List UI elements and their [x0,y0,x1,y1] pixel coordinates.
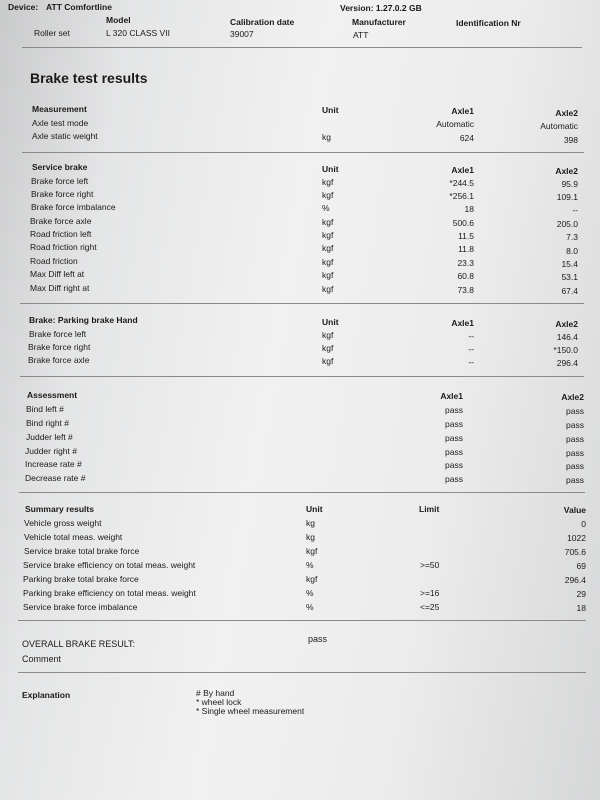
explanation-line: * wheel lock [196,697,242,707]
page-title: Brake test results [30,70,148,86]
table-row-label: Brake force left [29,329,87,339]
explanation-line: # By hand [196,688,235,698]
table-row-label: Bind left # [26,404,64,414]
table-cell-unit: kgf [322,177,334,187]
table-cell-axle2: 296.4 [556,358,578,368]
service-brake-header: Service brake [32,162,88,172]
manufacturer-header: Manufacturer [352,17,406,27]
table-cell-axle1: 23.3 [457,258,474,268]
table-row-label: Axle static weight [32,131,98,141]
table-cell-unit: % [306,602,314,612]
table-row-label: Road friction left [30,229,92,239]
measurement-header: Measurement [32,104,87,114]
table-cell-axle2: pass [566,420,584,430]
header-divider [22,47,582,48]
table-cell-axle2: 205.0 [556,219,578,229]
table-row-label: Road friction right [30,242,97,252]
service-axle1-header: Axle1 [451,165,474,175]
table-cell-axle2: 8.0 [566,246,578,256]
table-row-label: Brake force left [31,176,89,186]
table-cell-value: 69 [576,561,586,571]
table-cell-unit: kgf [322,356,334,366]
table-cell-unit: kgf [322,257,334,267]
table-cell-unit: % [306,588,314,598]
table-cell-axle1: 11.5 [458,231,474,241]
table-cell-value: 29 [576,589,586,599]
table-cell-axle2: pass [566,475,584,485]
table-cell-axle2: *150.0 [553,345,578,355]
table-cell-unit: kg [322,132,331,142]
parking-unit-header: Unit [322,317,339,327]
table-cell-axle2: pass [566,448,584,458]
explanation-line: * Single wheel measurement [196,706,305,716]
manufacturer-value: ATT [353,30,369,40]
assessment-axle2-header: Axle2 [561,392,584,402]
table-cell-limit: >=50 [420,560,440,570]
table-cell-unit: kgf [306,574,318,584]
summary-value-header: Value [563,505,586,515]
table-row-label: Parking brake total brake force [23,574,139,584]
parking-brake-header: Brake: Parking brake Hand [29,315,138,325]
device-value: ATT Comfortline [46,2,112,12]
table-cell-value: 18 [576,603,586,613]
explanation-label: Explanation [22,690,71,700]
table-cell-axle1: Automatic [436,119,474,129]
table-row-label: Parking brake efficiency on total meas. weight [23,588,196,598]
table-cell-axle2: Automatic [540,121,578,131]
table-cell-axle2: 7.3 [566,232,578,242]
table-cell-axle2: 95.9 [561,179,578,189]
table-cell-unit: kgf [322,330,334,340]
table-cell-axle2: 109.1 [556,192,578,202]
measurement-axle1-header: Axle1 [451,106,474,116]
table-cell-unit: kgf [322,284,334,294]
comment-label: Comment [22,654,62,664]
measurement-axle2-header: Axle2 [555,108,578,118]
overall-result-value: pass [308,634,328,644]
table-row-label: Decrease rate # [25,473,86,483]
table-row-label: Brake force axle [30,216,92,226]
service-axle2-header: Axle2 [555,166,578,176]
summary-header: Summary results [25,504,94,514]
table-row-label: Brake force right [28,342,91,352]
summary-limit-header: Limit [419,504,440,514]
measurement-unit-header: Unit [322,105,339,115]
parking-axle1-header: Axle1 [451,318,474,328]
table-cell-unit: kgf [322,190,334,200]
model-value: L 320 CLASS VII [106,28,170,38]
table-row-label: Service brake force imbalance [23,602,138,612]
table-cell-axle2: -- [572,205,578,215]
table-row-label: Judder left # [26,432,73,442]
table-row-label: Max Diff right at [30,283,90,293]
parking-axle2-header: Axle2 [555,319,578,329]
table-cell-axle1: *256.1 [449,191,474,201]
device-label: Device: [8,2,39,12]
table-cell-unit: kgf [322,230,334,240]
table-cell-axle1: 624 [459,133,474,143]
table-cell-unit: % [322,203,330,213]
table-cell-unit: kg [306,532,315,542]
table-cell-axle2: 398 [563,135,578,145]
model-header: Model [106,15,131,25]
section-divider [18,672,586,673]
table-cell-value: 0 [581,519,586,529]
table-row-label: Judder right # [25,446,77,456]
table-cell-axle1: 60.8 [457,271,474,281]
table-row-label: Increase rate # [25,459,82,469]
table-cell-axle2: 53.1 [561,272,578,282]
table-row-label: Road friction [30,256,78,266]
assessment-axle1-header: Axle1 [440,391,463,401]
table-cell-axle1: -- [468,331,474,341]
table-cell-axle2: 146.4 [556,332,578,342]
table-cell-unit: % [306,560,314,570]
table-cell-axle1: pass [445,405,463,415]
table-cell-axle2: 15.4 [561,259,578,269]
table-cell-value: 296.4 [564,575,586,585]
assessment-header: Assessment [27,390,78,400]
overall-result-label: OVERALL BRAKE RESULT: [22,639,136,649]
table-cell-axle1: pass [445,447,463,457]
version-text: Version: 1.27.0.2 GB [340,3,422,13]
table-cell-axle1: 11.8 [458,244,474,254]
table-cell-axle1: 73.8 [457,285,474,295]
table-cell-axle1: pass [445,460,463,470]
table-cell-unit: kg [306,518,315,528]
table-cell-axle1: 18 [464,204,474,214]
roller-set-label: Roller set [34,28,70,38]
table-cell-axle2: 67.4 [561,286,578,296]
table-row-label: Bind right # [26,418,69,428]
service-unit-header: Unit [322,164,339,174]
table-cell-axle2: pass [566,406,584,416]
table-cell-unit: kgf [322,343,334,353]
calibration-value: 39007 [230,29,254,39]
table-row-label: Brake force right [31,189,94,199]
table-cell-unit: kgf [306,546,318,556]
table-cell-unit: kgf [322,217,334,227]
section-divider [20,376,584,377]
table-row-label: Vehicle gross weight [24,518,102,528]
table-row-label: Service brake efficiency on total meas. weight [23,560,196,570]
table-cell-axle2: pass [566,461,584,471]
table-row-label: Brake force axle [28,355,90,365]
table-cell-axle1: -- [468,344,474,354]
table-cell-unit: kgf [322,243,334,253]
table-row-label: Max Diff left at [30,269,85,279]
section-divider [19,492,585,493]
section-divider [18,620,586,621]
section-divider [20,303,584,304]
identification-header: Identification Nr [456,18,521,28]
table-row-label: Axle test mode [32,118,89,128]
table-cell-limit: <=25 [420,602,440,612]
table-cell-axle1: -- [468,357,474,367]
table-cell-value: 705.6 [564,547,586,557]
table-cell-axle1: *244.5 [449,178,474,188]
section-divider [22,152,584,153]
summary-unit-header: Unit [306,504,323,514]
table-cell-axle1: 500.6 [452,218,474,228]
table-cell-limit: >=16 [420,588,440,598]
table-cell-axle1: pass [445,433,463,443]
table-row-label: Vehicle total meas. weight [24,532,123,542]
table-row-label: Brake force imbalance [31,202,116,212]
table-cell-value: 1022 [567,533,586,543]
table-cell-axle1: pass [445,419,463,429]
table-cell-unit: kgf [322,270,334,280]
table-row-label: Service brake total brake force [24,546,140,556]
calibration-header: Calibration date [230,17,295,27]
table-cell-axle2: pass [566,434,584,444]
table-cell-axle1: pass [445,474,463,484]
